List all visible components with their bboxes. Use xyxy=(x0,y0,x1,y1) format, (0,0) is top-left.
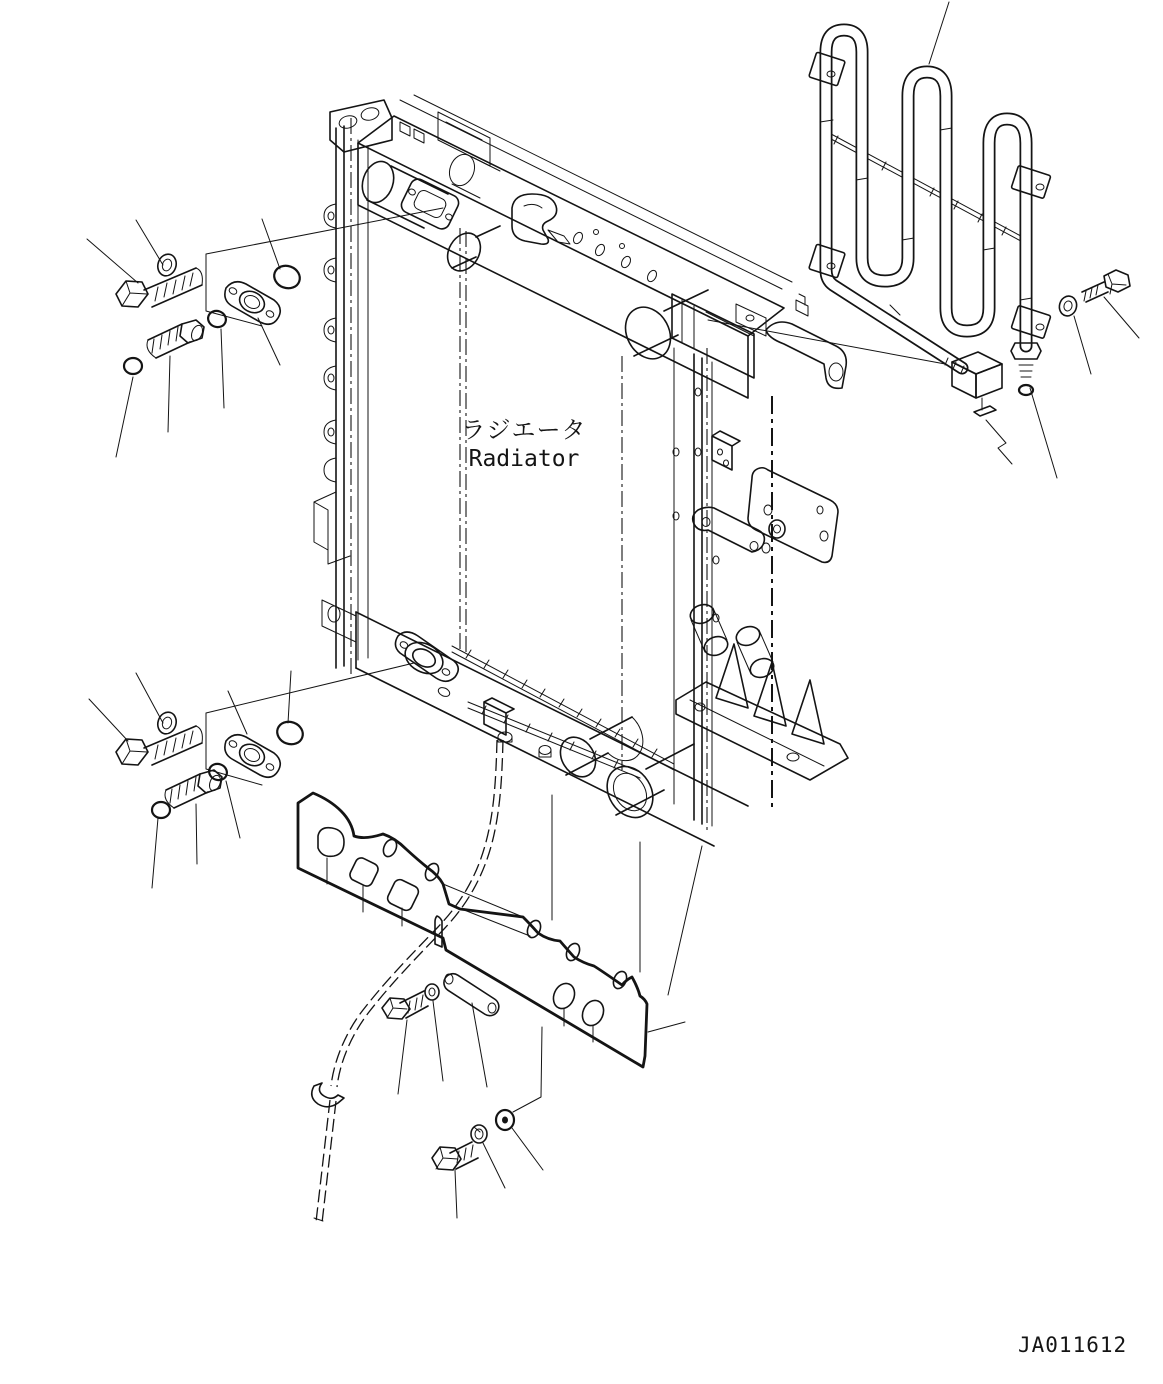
plug-fitting xyxy=(147,320,205,358)
filler-cap xyxy=(512,194,570,244)
hose-clamp xyxy=(312,1083,344,1107)
lower-port-parts-cluster xyxy=(89,671,306,888)
spacer-block xyxy=(712,431,740,470)
drain-hose xyxy=(312,740,503,1223)
upper-support-bracket xyxy=(766,294,846,388)
baffle-plate xyxy=(298,793,647,1067)
o-ring-large xyxy=(271,262,303,292)
radiator-assembly xyxy=(314,95,848,846)
radiator-label-jp: ラジエータ xyxy=(461,416,587,444)
radiator-left-frame xyxy=(314,100,392,676)
radiator-top-tank xyxy=(357,95,792,398)
plate-bolt-washer xyxy=(382,984,439,1019)
o-ring-large xyxy=(274,718,306,748)
upper-port-parts-cluster xyxy=(87,219,303,457)
link-bracket xyxy=(693,507,765,552)
hex-bolt xyxy=(116,268,202,307)
flat-washer xyxy=(1057,294,1079,318)
hex-bolt xyxy=(432,1142,478,1170)
spring-washer xyxy=(471,1125,487,1143)
drawing-number: JA011612 xyxy=(1018,1333,1128,1357)
upper-port-flange xyxy=(399,176,462,231)
o-ring-small xyxy=(124,358,142,374)
bottom-fastener-cluster xyxy=(432,1110,514,1170)
radiator-right-frame xyxy=(460,228,848,830)
hex-bolt xyxy=(1082,270,1130,302)
o-ring-small xyxy=(152,802,170,818)
flat-washer xyxy=(155,252,179,278)
radiator-label-en: Radiator xyxy=(468,446,580,472)
heater-connector-block xyxy=(945,352,1002,416)
leader-lines xyxy=(206,2,1139,1218)
lower-port-flange xyxy=(395,632,458,681)
heater-mount-fasteners xyxy=(1057,270,1130,318)
coolant-heater-coil xyxy=(809,30,1051,416)
drain-valve xyxy=(484,698,514,742)
flat-washer xyxy=(496,1110,514,1130)
